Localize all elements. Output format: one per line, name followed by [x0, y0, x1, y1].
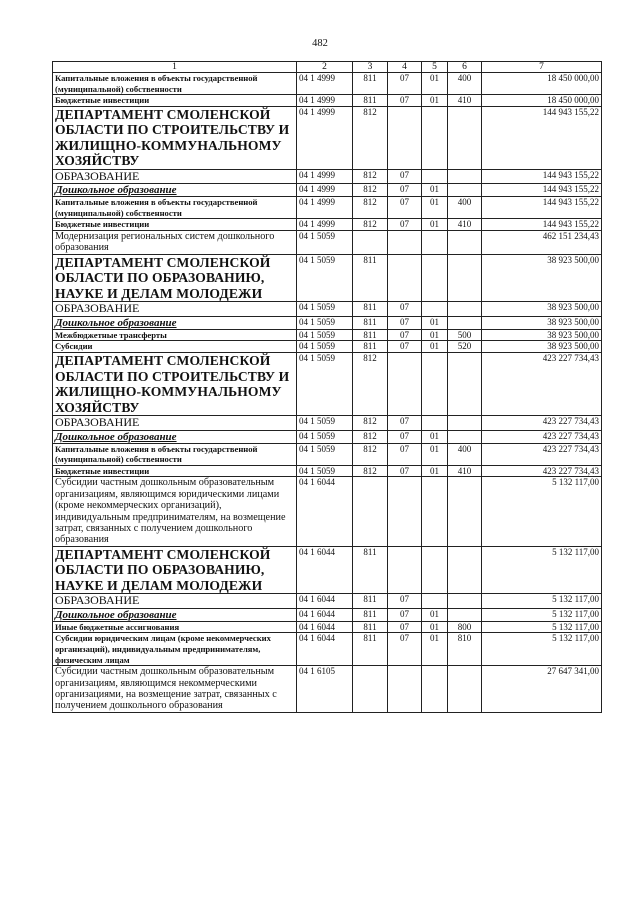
- section-code: 07: [388, 302, 422, 317]
- section-code: 07: [388, 329, 422, 341]
- target-article-code: 04 1 4999: [297, 197, 353, 219]
- amount: 5 132 117,00: [482, 633, 602, 666]
- row-name: Дошкольное образование: [53, 184, 297, 197]
- ministry-code: 811: [353, 341, 388, 353]
- ministry-code: 812: [353, 430, 388, 443]
- table-row: [53, 197, 602, 219]
- ministry-code: 812: [353, 106, 388, 169]
- amount: 5 132 117,00: [482, 594, 602, 609]
- ministry-code: 811: [353, 302, 388, 317]
- subsection-code: 01: [422, 329, 448, 341]
- expense-type-code: 400: [448, 443, 482, 465]
- row-name: Бюджетные инвестиции: [53, 465, 297, 477]
- subsection-code: [422, 666, 448, 713]
- row-name: Капитальные вложения в объекты государственной (муниципальной) собственности: [53, 443, 297, 465]
- column-header: 1: [53, 62, 297, 73]
- amount: 462 151 234,43: [482, 231, 602, 255]
- row-name: Дошкольное образование: [53, 430, 297, 443]
- expense-type-code: 410: [448, 219, 482, 231]
- row-name: Иные бюджетные ассигнования: [53, 621, 297, 633]
- table-row: [53, 430, 602, 443]
- row-name: Модернизация региональных систем дошкольного образования: [53, 231, 297, 255]
- section-code: 07: [388, 73, 422, 95]
- expense-type-code: [448, 353, 482, 416]
- table-row: [53, 106, 602, 169]
- target-article-code: 04 1 4999: [297, 73, 353, 95]
- subsection-code: 01: [422, 621, 448, 633]
- target-article-code: 04 1 6044: [297, 546, 353, 594]
- section-code: 07: [388, 95, 422, 107]
- table-row: [53, 184, 602, 197]
- target-article-code: 04 1 5059: [297, 443, 353, 465]
- ministry-code: 811: [353, 329, 388, 341]
- section-code: [388, 254, 422, 302]
- ministry-code: 811: [353, 608, 388, 621]
- section-code: 07: [388, 430, 422, 443]
- column-header: 7: [482, 62, 602, 73]
- table-row: [53, 302, 602, 317]
- target-article-code: 04 1 5059: [297, 341, 353, 353]
- ministry-code: 811: [353, 73, 388, 95]
- table-row: [53, 73, 602, 95]
- table-row: [53, 416, 602, 431]
- table-row: [53, 546, 602, 594]
- ministry-code: 811: [353, 254, 388, 302]
- row-name: ДЕПАРТАМЕНТ СМОЛЕНСКОЙ ОБЛАСТИ ПО СТРОИТЕЛЬСТВУ И ЖИЛИЩНО-КОММУНАЛЬНОМУ ХОЗЯЙСТВУ: [53, 353, 297, 416]
- ministry-code: 812: [353, 465, 388, 477]
- amount: 38 923 500,00: [482, 254, 602, 302]
- section-code: 07: [388, 184, 422, 197]
- ministry-code: 812: [353, 169, 388, 184]
- row-name: Капитальные вложения в объекты государственной (муниципальной) собственности: [53, 73, 297, 95]
- expense-type-code: [448, 477, 482, 546]
- table-row: [53, 329, 602, 341]
- expense-type-code: 810: [448, 633, 482, 666]
- expense-type-code: [448, 316, 482, 329]
- target-article-code: 04 1 5059: [297, 430, 353, 443]
- row-name: Бюджетные инвестиции: [53, 219, 297, 231]
- row-name: Дошкольное образование: [53, 608, 297, 621]
- amount: 27 647 341,00: [482, 666, 602, 713]
- expense-type-code: [448, 430, 482, 443]
- section-code: 07: [388, 465, 422, 477]
- section-code: 07: [388, 621, 422, 633]
- target-article-code: 04 1 4999: [297, 219, 353, 231]
- subsection-code: 01: [422, 73, 448, 95]
- expense-type-code: [448, 546, 482, 594]
- subsection-code: 01: [422, 430, 448, 443]
- target-article-code: 04 1 5059: [297, 231, 353, 255]
- row-name: ОБРАЗОВАНИЕ: [53, 302, 297, 317]
- table-row: [53, 633, 602, 666]
- amount: 38 923 500,00: [482, 316, 602, 329]
- row-name: ДЕПАРТАМЕНТ СМОЛЕНСКОЙ ОБЛАСТИ ПО ОБРАЗОВАНИЮ, НАУКЕ И ДЕЛАМ МОЛОДЕЖИ: [53, 546, 297, 594]
- target-article-code: 04 1 4999: [297, 169, 353, 184]
- section-code: 07: [388, 608, 422, 621]
- row-name: ОБРАЗОВАНИЕ: [53, 594, 297, 609]
- target-article-code: 04 1 6105: [297, 666, 353, 713]
- target-article-code: 04 1 6044: [297, 633, 353, 666]
- target-article-code: 04 1 6044: [297, 594, 353, 609]
- expense-type-code: [448, 231, 482, 255]
- subsection-code: 01: [422, 633, 448, 666]
- column-header: 4: [388, 62, 422, 73]
- amount: 38 923 500,00: [482, 329, 602, 341]
- row-name: Субсидии: [53, 341, 297, 353]
- amount: 38 923 500,00: [482, 302, 602, 317]
- section-code: 07: [388, 169, 422, 184]
- row-name: Капитальные вложения в объекты государственной (муниципальной) собственности: [53, 197, 297, 219]
- expense-type-code: 520: [448, 341, 482, 353]
- table-row: [53, 353, 602, 416]
- expense-type-code: [448, 416, 482, 431]
- section-code: [388, 477, 422, 546]
- expense-type-code: [448, 169, 482, 184]
- page-number: 482: [312, 38, 328, 49]
- subsection-code: 01: [422, 465, 448, 477]
- budget-table: [52, 61, 602, 713]
- subsection-code: 01: [422, 197, 448, 219]
- column-number-row: [53, 62, 602, 73]
- ministry-code: 811: [353, 594, 388, 609]
- expense-type-code: 500: [448, 329, 482, 341]
- target-article-code: 04 1 5059: [297, 302, 353, 317]
- table-row: [53, 95, 602, 107]
- table-row: [53, 594, 602, 609]
- table-row: [53, 341, 602, 353]
- subsection-code: [422, 546, 448, 594]
- ministry-code: 811: [353, 95, 388, 107]
- expense-type-code: 410: [448, 95, 482, 107]
- section-code: [388, 353, 422, 416]
- target-article-code: 04 1 4999: [297, 95, 353, 107]
- amount: 144 943 155,22: [482, 106, 602, 169]
- amount: 18 450 000,00: [482, 73, 602, 95]
- amount: 423 227 734,43: [482, 430, 602, 443]
- section-code: [388, 546, 422, 594]
- ministry-code: 812: [353, 184, 388, 197]
- expense-type-code: [448, 608, 482, 621]
- amount: 423 227 734,43: [482, 443, 602, 465]
- subsection-code: 01: [422, 608, 448, 621]
- subsection-code: [422, 231, 448, 255]
- ministry-code: 812: [353, 197, 388, 219]
- column-header: 6: [448, 62, 482, 73]
- target-article-code: 04 1 6044: [297, 621, 353, 633]
- target-article-code: 04 1 5059: [297, 254, 353, 302]
- subsection-code: [422, 416, 448, 431]
- ministry-code: [353, 666, 388, 713]
- subsection-code: 01: [422, 443, 448, 465]
- section-code: 07: [388, 443, 422, 465]
- section-code: 07: [388, 197, 422, 219]
- row-name: Субсидии частным дошкольным образовательным организациям, являющимся юридическими лицами (кроме некоммерческих организаций), индивидуальным предпринимателям, на возмещение затрат, связанных с получением дошкольного образования: [53, 477, 297, 546]
- section-code: 07: [388, 219, 422, 231]
- subsection-code: [422, 106, 448, 169]
- amount: 144 943 155,22: [482, 184, 602, 197]
- section-code: 07: [388, 341, 422, 353]
- target-article-code: 04 1 6044: [297, 608, 353, 621]
- amount: 5 132 117,00: [482, 477, 602, 546]
- row-name: Дошкольное образование: [53, 316, 297, 329]
- table-row: [53, 219, 602, 231]
- target-article-code: 04 1 5059: [297, 353, 353, 416]
- row-name: Бюджетные инвестиции: [53, 95, 297, 107]
- row-name: ДЕПАРТАМЕНТ СМОЛЕНСКОЙ ОБЛАСТИ ПО СТРОИТЕЛЬСТВУ И ЖИЛИЩНО-КОММУНАЛЬНОМУ ХОЗЯЙСТВУ: [53, 106, 297, 169]
- table-row: [53, 316, 602, 329]
- amount: 5 132 117,00: [482, 546, 602, 594]
- column-header: 3: [353, 62, 388, 73]
- expense-type-code: [448, 302, 482, 317]
- column-header: 5: [422, 62, 448, 73]
- amount: 144 943 155,22: [482, 219, 602, 231]
- expense-type-code: [448, 184, 482, 197]
- table-body: [53, 73, 602, 713]
- ministry-code: 812: [353, 416, 388, 431]
- amount: 423 227 734,43: [482, 416, 602, 431]
- ministry-code: 811: [353, 316, 388, 329]
- table-row: [53, 231, 602, 255]
- amount: 144 943 155,22: [482, 169, 602, 184]
- table-row: [53, 465, 602, 477]
- expense-type-code: 800: [448, 621, 482, 633]
- ministry-code: [353, 477, 388, 546]
- expense-type-code: [448, 594, 482, 609]
- target-article-code: 04 1 4999: [297, 184, 353, 197]
- ministry-code: 812: [353, 219, 388, 231]
- section-code: [388, 231, 422, 255]
- target-article-code: 04 1 5059: [297, 329, 353, 341]
- amount: 423 227 734,43: [482, 465, 602, 477]
- row-name: Межбюджетные трансферты: [53, 329, 297, 341]
- subsection-code: 01: [422, 184, 448, 197]
- amount: 5 132 117,00: [482, 608, 602, 621]
- subsection-code: 01: [422, 316, 448, 329]
- ministry-code: 811: [353, 621, 388, 633]
- table-row: [53, 443, 602, 465]
- section-code: 07: [388, 316, 422, 329]
- target-article-code: 04 1 5059: [297, 465, 353, 477]
- amount: 144 943 155,22: [482, 197, 602, 219]
- table-row: [53, 608, 602, 621]
- amount: 5 132 117,00: [482, 621, 602, 633]
- table-row: [53, 621, 602, 633]
- ministry-code: 811: [353, 546, 388, 594]
- section-code: 07: [388, 594, 422, 609]
- section-code: 07: [388, 416, 422, 431]
- row-name: ОБРАЗОВАНИЕ: [53, 169, 297, 184]
- table-row: [53, 254, 602, 302]
- amount: 38 923 500,00: [482, 341, 602, 353]
- expense-type-code: [448, 666, 482, 713]
- expense-type-code: 410: [448, 465, 482, 477]
- subsection-code: [422, 302, 448, 317]
- section-code: 07: [388, 633, 422, 666]
- subsection-code: [422, 477, 448, 546]
- row-name: ДЕПАРТАМЕНТ СМОЛЕНСКОЙ ОБЛАСТИ ПО ОБРАЗОВАНИЮ, НАУКЕ И ДЕЛАМ МОЛОДЕЖИ: [53, 254, 297, 302]
- subsection-code: [422, 594, 448, 609]
- target-article-code: 04 1 6044: [297, 477, 353, 546]
- amount: 18 450 000,00: [482, 95, 602, 107]
- subsection-code: [422, 169, 448, 184]
- ministry-code: 811: [353, 633, 388, 666]
- subsection-code: 01: [422, 341, 448, 353]
- column-header: 2: [297, 62, 353, 73]
- subsection-code: [422, 353, 448, 416]
- target-article-code: 04 1 5059: [297, 416, 353, 431]
- subsection-code: 01: [422, 219, 448, 231]
- expense-type-code: [448, 106, 482, 169]
- table-row: [53, 169, 602, 184]
- section-code: [388, 106, 422, 169]
- section-code: [388, 666, 422, 713]
- amount: 423 227 734,43: [482, 353, 602, 416]
- target-article-code: 04 1 4999: [297, 106, 353, 169]
- ministry-code: 812: [353, 443, 388, 465]
- row-name: ОБРАЗОВАНИЕ: [53, 416, 297, 431]
- row-name: Субсидии частным дошкольным образовательным организациям, являющимся некоммерческими организациями, на возмещение затрат, связанных с получением дошкольного образования: [53, 666, 297, 713]
- expense-type-code: [448, 254, 482, 302]
- ministry-code: 812: [353, 353, 388, 416]
- row-name: Субсидии юридическим лицам (кроме некоммерческих организаций), индивидуальным предпринимателям, физическим лицам: [53, 633, 297, 666]
- expense-type-code: 400: [448, 73, 482, 95]
- expense-type-code: 400: [448, 197, 482, 219]
- table-row: [53, 477, 602, 546]
- subsection-code: [422, 254, 448, 302]
- table-row: [53, 666, 602, 713]
- subsection-code: 01: [422, 95, 448, 107]
- target-article-code: 04 1 5059: [297, 316, 353, 329]
- ministry-code: [353, 231, 388, 255]
